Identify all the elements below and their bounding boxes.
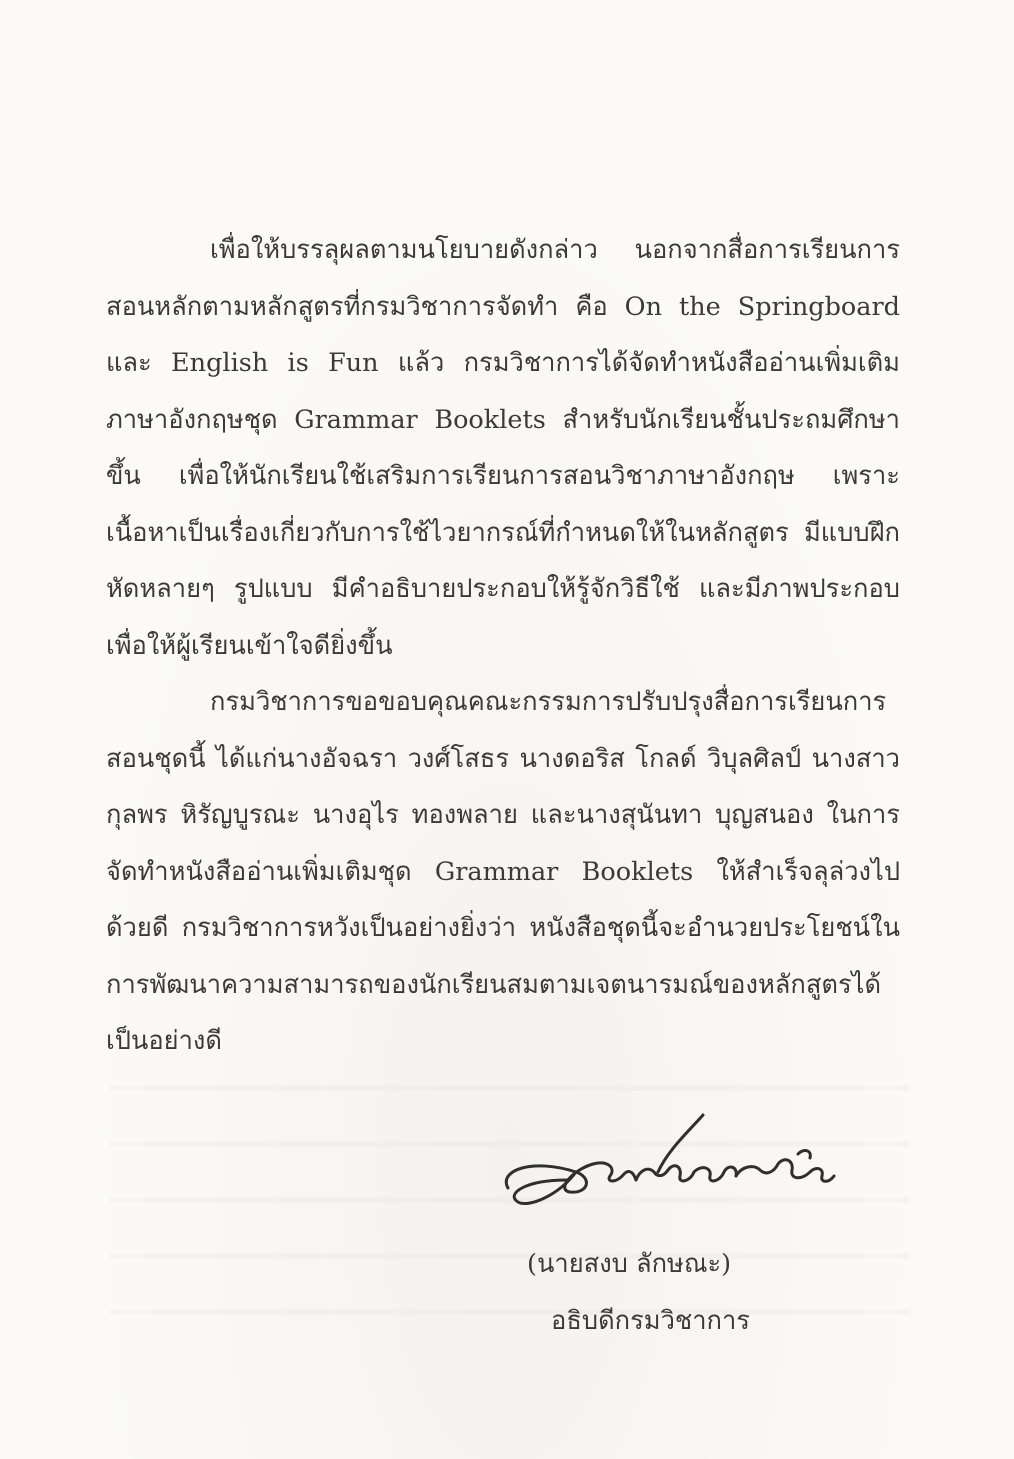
letter-body	[106, 222, 900, 1070]
signer-name: (นายสงบ ลักษณะ)	[527, 1249, 732, 1279]
paragraph-2: กรมวิชาการขอขอบคุณคณะกรรมการปรับปรุงสื่อการเรียนการสอนชุดนี้ ได้แก่นางอัจฉรา วงศ์โสธร นางดอริส โกลด์ วิบุลศิลป์ นางสาวกุลพร หิรัญบูรณะ นางอุไร ทองพลาย และนางสุนันทา บุญสนอง ในการจัดทำหนังสืออ่านเพิ่มเติมชุด Grammar Booklets ให้สำเร็จลุล่วงไปด้วยดี กรมวิชาการหวังเป็นอย่างยิ่งว่า หนังสือชุดนี้จะอำนวยประโยชน์ในการพัฒนาความสามารถของนักเรียนสมตามเจตนารมณ์ของหลักสูตรได้เป็นอย่างดี	[106, 687, 900, 1056]
handwritten-signature	[498, 1110, 843, 1225]
paragraph-1: เพื่อให้บรรลุผลตามนโยบายดังกล่าว นอกจากสื่อการเรียนการสอนหลักตามหลักสูตรที่กรมวิชาการจัดทำ คือ On the Springboard และ English is Fun แล้ว กรมวิชาการได้จัดทำหนังสืออ่านเพิ่มเติมภาษาอังกฤษชุด Grammar Booklets สำหรับนักเรียนชั้นประถมศึกษาขึ้น เพื่อให้นักเรียนใช้เสริมการเรียนการสอนวิชาภาษาอังกฤษ เพราะเนื้อหาเป็นเรื่องเกี่ยวกับการใช้ไวยากรณ์ที่กำหนดให้ในหลักสูตร มีแบบฝึกหัดหลายๆ รูปแบบ มีคำอธิบายประกอบให้รู้จักวิธีใช้ และมีภาพประกอบเพื่อให้ผู้เรียนเข้าใจดียิ่งขึ้น	[106, 235, 900, 661]
signer-title: อธิบดีกรมวิชาการ	[551, 1306, 750, 1336]
